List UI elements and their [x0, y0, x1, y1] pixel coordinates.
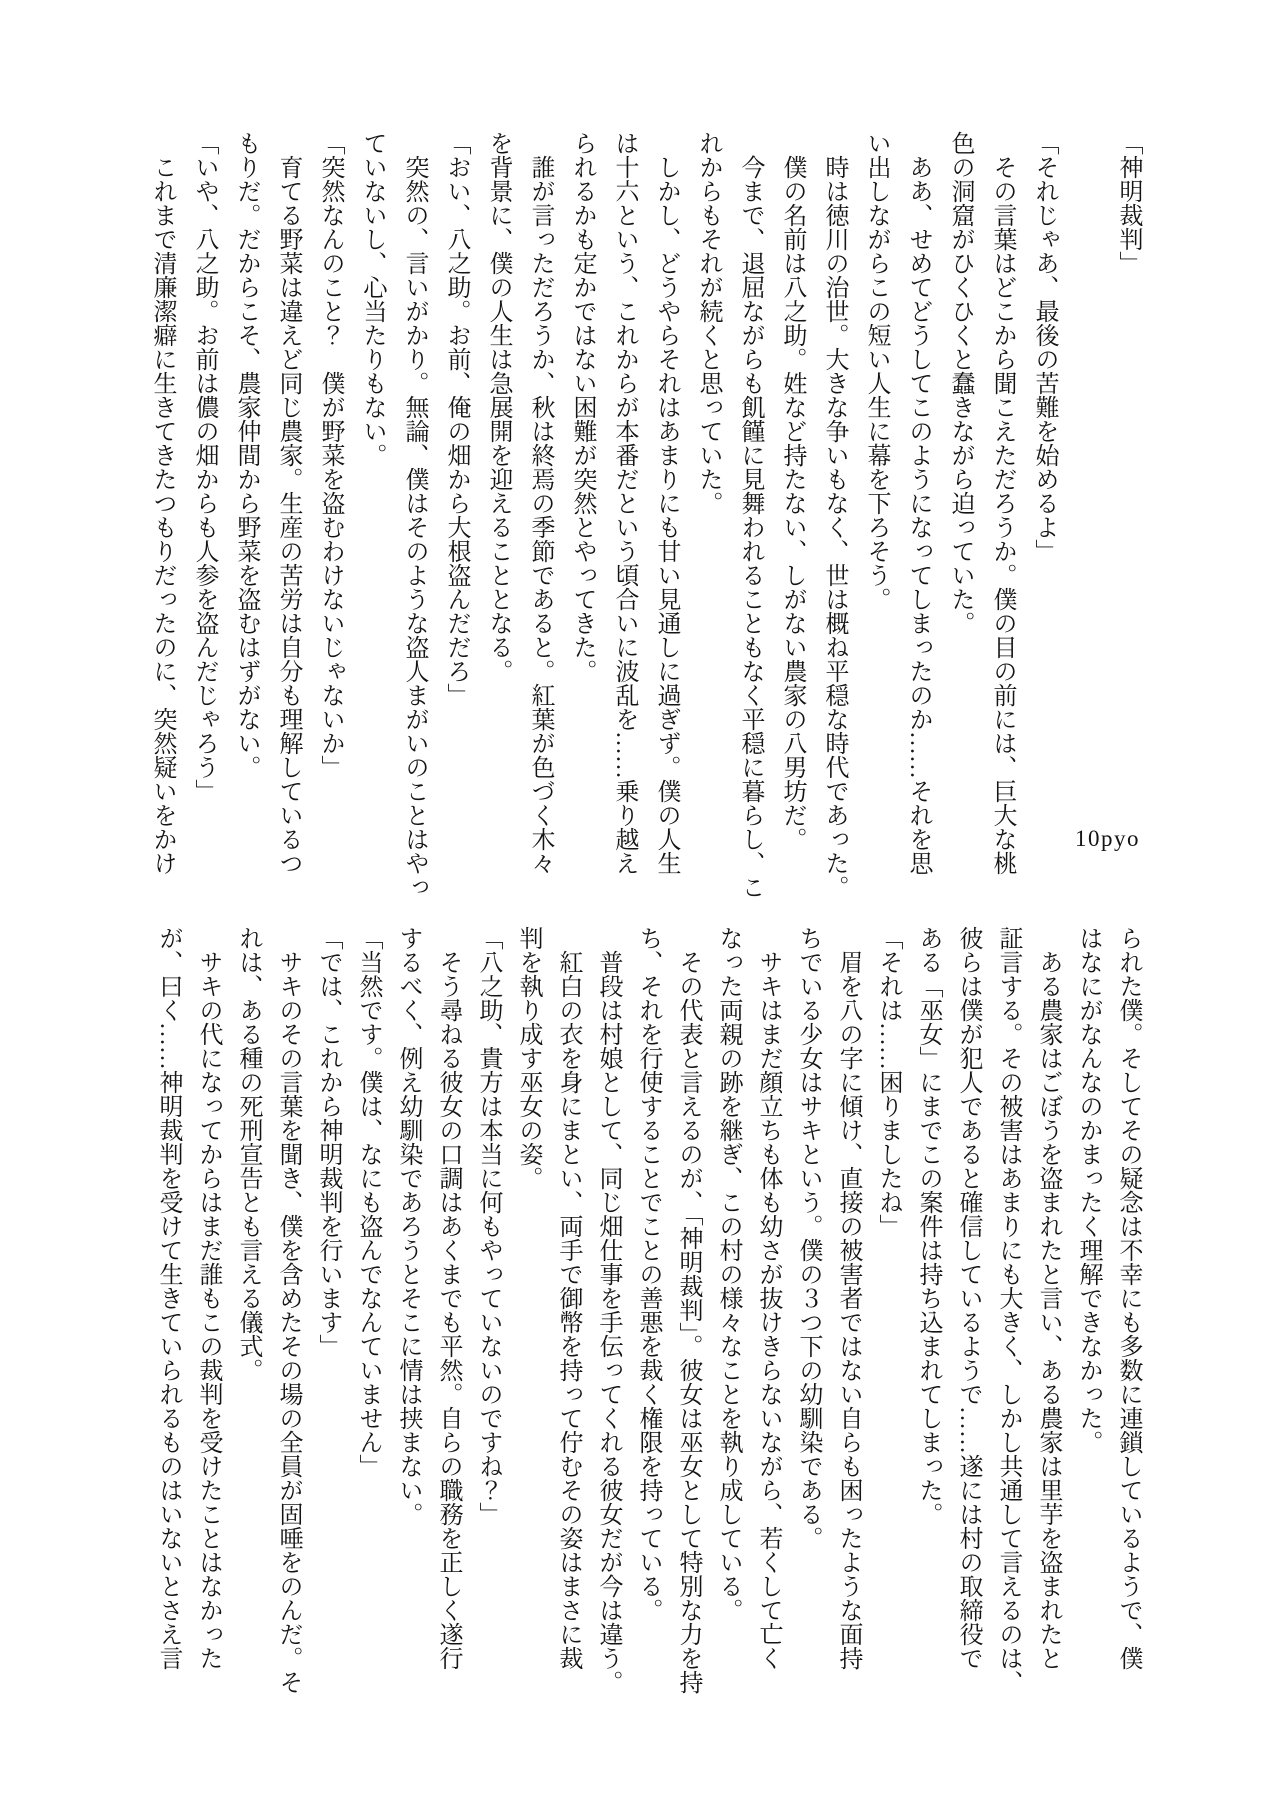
text-column: その代表と言えるのが、「神明裁判」。彼女は巫女として特別な力を持: [675, 926, 701, 1694]
text-column: ある「巫女」にまでこの案件は持ち込まれてしまった。: [915, 926, 941, 1526]
text-column: 今まで、退屈ながらも飢饉に見舞われることもなく平穏に暮らし、こ: [737, 131, 763, 899]
text-column: するべく、例え幼馴染であろうとそこに情は挟まない。: [395, 926, 421, 1526]
text-column: を背景に、僕の人生は急展開を迎えることとなる。: [485, 131, 511, 683]
text-column: サキはまだ顔立ちも体も幼さが抜けきらないながら、若くして亡く: [755, 926, 781, 1670]
text-column: 「八之助、貴方は本当に何もやっていないのですね？」: [475, 926, 501, 1526]
text-column: られるかも定かではない困難が突然とやってきた。: [569, 131, 595, 683]
text-column: 「突然なんのこと？ 僕が野菜を盗むわけないじゃないか」: [317, 131, 343, 779]
text-column: ていないし、心当たりもない。: [359, 131, 385, 467]
text-column: なった両親の跡を継ぎ、この村の様々なことを執り成している。: [715, 926, 741, 1622]
text-column: 僕の名前は八之助。姓など持たない、しがない農家の八男坊だ。: [779, 131, 805, 851]
text-column: 「では、これから神明裁判を行います」: [315, 926, 341, 1358]
text-column: 眉を八の字に傾け、直接の被害者ではない自らも困ったような面持: [835, 926, 861, 1670]
text-column: 普段は村娘として、同じ畑仕事を手伝ってくれる彼女だが今は違う。: [595, 926, 621, 1694]
text-column: 色の洞窟がひくひくと蠢きながら迫っていた。: [947, 131, 973, 635]
text-column: これまで清廉潔癖に生きてきたつもりだったのに、突然疑いをかけ: [149, 131, 175, 875]
text-column: 「それは……困りましたね」: [875, 926, 901, 1238]
text-column: い出しながらこの短い人生に幕を下ろそう。: [863, 131, 889, 611]
text-column: ちでいる少女はサキという。僕の３つ下の幼馴染である。: [795, 926, 821, 1550]
text-column: れは、ある種の死刑宣告とも言える儀式。: [235, 926, 261, 1382]
text-column: ああ、せめてどうしてこのようになってしまったのか……それを思: [905, 131, 931, 875]
text-column: そう尋ねる彼女の口調はあくまでも平然。自らの職務を正しく遂行: [435, 926, 461, 1670]
text-column: が、曰く……神明裁判を受けて生きていられるものはいないとさえ言: [155, 926, 181, 1670]
text-column: ある農家はごぼうを盗まれたと言い、ある農家は里芋を盗まれたと: [1035, 926, 1061, 1670]
text-column: 「当然です。僕は、なにも盗んでなんていません」: [355, 926, 381, 1478]
story-text-bottom-block: [148, 926, 1148, 1694]
text-column: 突然の、言いがかり。無論、僕はそのような盗人まがいのことはやっ: [401, 131, 427, 899]
text-column: 彼らは僕が犯人であると確信しているようで……遂には村の取締役で: [955, 926, 981, 1670]
text-column: 紅白の衣を身にまとい、両手で御幣を持って佇むその姿はまさに裁: [555, 926, 581, 1670]
page-marker: 10pyo: [1075, 826, 1140, 851]
story-title: 「神明裁判」: [1115, 131, 1141, 275]
text-column: しかし、どうやらそれはあまりにも甘い見通しに過ぎず。僕の人生: [653, 131, 679, 875]
text-column: 証言する。その被害はあまりにも大きく、しかし共通して言えるのは、: [995, 926, 1021, 1694]
text-column: 育てる野菜は違えど同じ農家。生産の苦労は自分も理解しているつ: [275, 131, 301, 875]
text-column: 時は徳川の治世。大きな争いもなく、世は概ね平穏な時代であった。: [821, 131, 847, 899]
text-column: 誰が言っただろうか、秋は終焉の季節であると。紅葉が色づく木々: [527, 131, 553, 875]
text-column: 判を執り成す巫女の姿。: [515, 926, 541, 1190]
text-column: れからもそれが続くと思っていた。: [695, 131, 721, 515]
text-column: 「いや、八之助。お前は儂の畑からも人参を盗んだじゃろう」: [191, 131, 217, 803]
text-column: ち、それを行使することでことの善悪を裁く権限を持っている。: [635, 926, 661, 1622]
text-column: 「おい、八之助。お前、俺の畑から大根盗んだだろ」: [443, 131, 469, 707]
text-column: 「それじゃあ、最後の苦難を始めるよ」: [1031, 131, 1057, 563]
text-column: もりだ。だからこそ、農家仲間から野菜を盗むはずがない。: [233, 131, 259, 779]
text-column: その言葉はどこから聞こえただろうか。僕の目の前には、巨大な桃: [989, 131, 1015, 875]
text-column: は十六という、これからが本番だという頃合いに波乱を……乗り越え: [611, 131, 637, 875]
blank-column: [1065, 131, 1107, 877]
text-column: られた僕。そしてその疑念は不幸にも多数に連鎖しているようで、僕: [1115, 926, 1141, 1670]
text-column: サキのその言葉を聞き、僕を含めたその場の全員が固唾をのんだ。そ: [275, 926, 301, 1694]
story-text-top-block: [141, 131, 1149, 899]
text-column: サキの代になってからはまだ誰もこの裁判を受けたことはなかった: [195, 926, 221, 1670]
text-column: はなにがなんなのかまったく理解できなかった。: [1075, 926, 1101, 1454]
